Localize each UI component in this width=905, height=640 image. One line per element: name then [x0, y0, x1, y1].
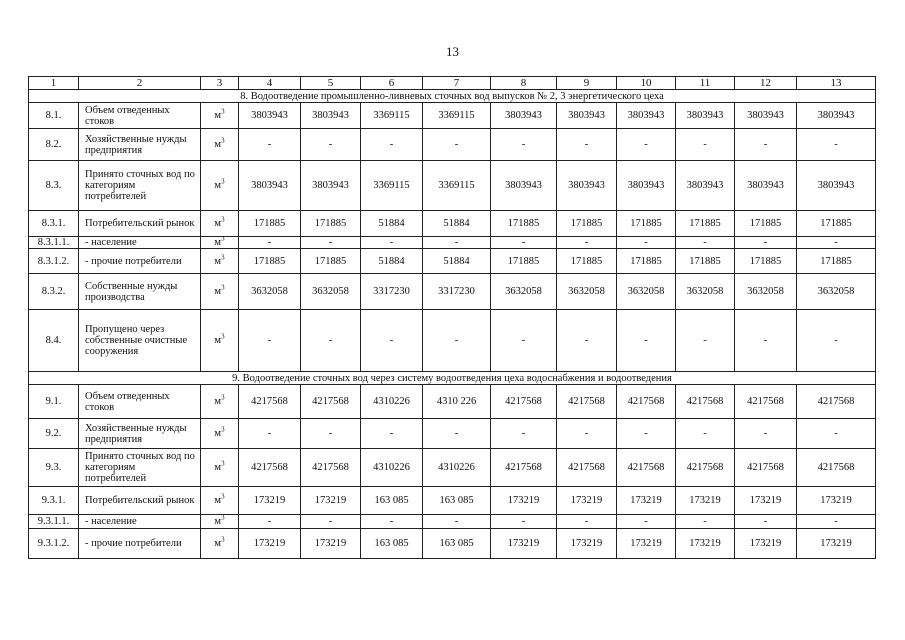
row-name: - население: [79, 237, 201, 249]
value-cell: -: [301, 515, 361, 529]
value-cell: 171885: [491, 249, 557, 274]
value-cell: -: [797, 237, 876, 249]
value-cell: 51884: [361, 211, 423, 237]
value-cell: 171885: [557, 211, 617, 237]
column-header: 9: [557, 77, 617, 90]
value-cell: -: [735, 310, 797, 372]
column-header: 1: [29, 77, 79, 90]
table-row: [29, 487, 876, 515]
value-cell: 4217568: [797, 449, 876, 487]
value-cell: -: [557, 310, 617, 372]
value-cell: -: [239, 237, 301, 249]
column-header: 5: [301, 77, 361, 90]
unit-exponent: 3: [221, 425, 225, 434]
value-cell: -: [676, 515, 735, 529]
unit-base: м: [214, 139, 222, 150]
value-cell: -: [676, 419, 735, 449]
value-cell: 173219: [491, 487, 557, 515]
value-cell: -: [301, 129, 361, 161]
row-unit: [201, 487, 239, 515]
value-cell: -: [301, 419, 361, 449]
value-cell: 3632058: [301, 274, 361, 310]
value-cell: 173219: [491, 529, 557, 559]
section-title: 8. Водоотведение промышленно-ливневых сточных вод выпусков № 2, 3 энергетического цеха: [29, 90, 876, 103]
value-cell: -: [239, 310, 301, 372]
value-cell: -: [557, 515, 617, 529]
value-cell: 173219: [301, 487, 361, 515]
row-name: Объем отведенных стоков: [79, 103, 201, 129]
value-cell: -: [557, 129, 617, 161]
row-name: - население: [79, 515, 201, 529]
value-cell: -: [361, 515, 423, 529]
value-cell: -: [423, 237, 491, 249]
section-header-row: [29, 90, 876, 103]
value-cell: -: [735, 237, 797, 249]
value-cell: 171885: [676, 249, 735, 274]
value-cell: 3632058: [557, 274, 617, 310]
value-cell: -: [491, 419, 557, 449]
value-cell: -: [361, 419, 423, 449]
row-code: 9.3.1.1.: [29, 515, 79, 529]
row-code: 9.3.: [29, 449, 79, 487]
row-code: 8.3.1.1.: [29, 237, 79, 249]
section-title: 9. Водоотведение сточных вод через систему водоотведения цеха водоснабжения и водоотведения: [29, 372, 876, 385]
row-code: 8.3.2.: [29, 274, 79, 310]
row-name: Принято сточных вод по категориям потребителей: [79, 161, 201, 211]
unit-exponent: 3: [221, 136, 225, 145]
unit-base: м: [214, 462, 222, 473]
unit-exponent: 3: [221, 107, 225, 116]
table-row: [29, 129, 876, 161]
value-cell: 3803943: [557, 161, 617, 211]
table-row: [29, 515, 876, 529]
value-cell: 173219: [239, 529, 301, 559]
row-code: 8.1.: [29, 103, 79, 129]
column-header: 2: [79, 77, 201, 90]
value-cell: 51884: [361, 249, 423, 274]
value-cell: -: [361, 237, 423, 249]
section-header-row: [29, 372, 876, 385]
value-cell: 4217568: [735, 449, 797, 487]
value-cell: 171885: [239, 249, 301, 274]
value-cell: 173219: [735, 487, 797, 515]
value-cell: 4217568: [735, 385, 797, 419]
value-cell: -: [361, 310, 423, 372]
column-header: 3: [201, 77, 239, 90]
table-row: [29, 237, 876, 249]
column-header: 6: [361, 77, 423, 90]
value-cell: 3803943: [239, 161, 301, 211]
value-cell: -: [423, 310, 491, 372]
value-cell: 3803943: [735, 161, 797, 211]
value-cell: 3803943: [735, 103, 797, 129]
value-cell: 173219: [797, 487, 876, 515]
unit-exponent: 3: [221, 393, 225, 402]
unit-exponent: 3: [221, 514, 225, 522]
row-unit: [201, 161, 239, 211]
row-code: 8.3.1.: [29, 211, 79, 237]
row-code: 9.3.1.2.: [29, 529, 79, 559]
unit-exponent: 3: [221, 253, 225, 261]
value-cell: 4310 226: [423, 385, 491, 419]
value-cell: 173219: [239, 487, 301, 515]
unit-base: м: [214, 110, 222, 121]
value-cell: 173219: [676, 487, 735, 515]
value-cell: -: [735, 419, 797, 449]
row-code: 8.3.1.2.: [29, 249, 79, 274]
unit-base: м: [214, 538, 222, 549]
unit-exponent: 3: [221, 177, 225, 186]
value-cell: 3803943: [301, 161, 361, 211]
row-code: 8.2.: [29, 129, 79, 161]
value-cell: 171885: [797, 249, 876, 274]
row-code: 9.2.: [29, 419, 79, 449]
table-row: [29, 211, 876, 237]
unit-base: м: [214, 516, 222, 527]
value-cell: -: [676, 310, 735, 372]
value-cell: 171885: [797, 211, 876, 237]
unit-base: м: [214, 495, 222, 506]
value-cell: 173219: [797, 529, 876, 559]
value-cell: -: [617, 129, 676, 161]
unit-base: м: [214, 255, 222, 267]
row-code: 9.1.: [29, 385, 79, 419]
value-cell: -: [617, 310, 676, 372]
row-unit: [201, 129, 239, 161]
column-header: 13: [797, 77, 876, 90]
value-cell: -: [301, 310, 361, 372]
value-cell: 4217568: [491, 385, 557, 419]
value-cell: -: [239, 419, 301, 449]
value-cell: 3803943: [617, 161, 676, 211]
column-header: 10: [617, 77, 676, 90]
value-cell: -: [797, 129, 876, 161]
value-cell: 163 085: [361, 487, 423, 515]
unit-base: м: [214, 180, 222, 191]
row-unit: [201, 274, 239, 310]
row-code: 8.3.: [29, 161, 79, 211]
unit-base: м: [214, 428, 222, 439]
value-cell: 173219: [557, 529, 617, 559]
value-cell: 173219: [301, 529, 361, 559]
value-cell: 173219: [735, 529, 797, 559]
value-cell: -: [617, 237, 676, 249]
row-name: Хозяйственные нужды предприятия: [79, 129, 201, 161]
value-cell: -: [735, 129, 797, 161]
row-name: Хозяйственные нужды предприятия: [79, 419, 201, 449]
page-number: 13: [446, 44, 459, 59]
value-cell: -: [617, 515, 676, 529]
value-cell: 3632058: [491, 274, 557, 310]
row-name: Потребительский рынок: [79, 211, 201, 237]
unit-base: м: [214, 286, 222, 297]
row-code: 9.3.1.: [29, 487, 79, 515]
value-cell: -: [676, 129, 735, 161]
value-cell: 3803943: [617, 103, 676, 129]
value-cell: -: [735, 515, 797, 529]
value-cell: 3632058: [797, 274, 876, 310]
unit-exponent: 3: [221, 215, 225, 224]
value-cell: 171885: [491, 211, 557, 237]
value-cell: 4217568: [617, 449, 676, 487]
value-cell: 3632058: [239, 274, 301, 310]
value-cell: 3803943: [491, 103, 557, 129]
row-unit: [201, 310, 239, 372]
value-cell: 4217568: [491, 449, 557, 487]
unit-base: м: [214, 237, 222, 248]
value-cell: -: [423, 515, 491, 529]
unit-exponent: 3: [221, 535, 225, 544]
row-unit: [201, 515, 239, 529]
row-name: - прочие потребители: [79, 529, 201, 559]
value-cell: 171885: [735, 249, 797, 274]
value-cell: 3632058: [735, 274, 797, 310]
value-cell: 3632058: [676, 274, 735, 310]
value-cell: 4310226: [361, 385, 423, 419]
unit-exponent: 3: [221, 459, 225, 468]
value-cell: 171885: [557, 249, 617, 274]
table-body: [29, 77, 876, 559]
value-cell: 4217568: [301, 449, 361, 487]
value-cell: 3317230: [361, 274, 423, 310]
value-cell: -: [491, 310, 557, 372]
value-cell: 3369115: [361, 103, 423, 129]
row-name: Потребительский рынок: [79, 487, 201, 515]
value-cell: -: [797, 310, 876, 372]
value-cell: 51884: [423, 249, 491, 274]
value-cell: 4217568: [239, 385, 301, 419]
value-cell: 4217568: [676, 449, 735, 487]
value-cell: 3803943: [557, 103, 617, 129]
value-cell: 4217568: [301, 385, 361, 419]
row-name: Объем отведенных стоков: [79, 385, 201, 419]
row-unit: [201, 529, 239, 559]
table-row: [29, 310, 876, 372]
value-cell: -: [797, 419, 876, 449]
table-row: [29, 274, 876, 310]
value-cell: 3803943: [797, 103, 876, 129]
column-header: 4: [239, 77, 301, 90]
value-cell: 173219: [617, 529, 676, 559]
column-header: 7: [423, 77, 491, 90]
value-cell: 171885: [617, 249, 676, 274]
value-cell: -: [797, 515, 876, 529]
unit-exponent: 3: [221, 283, 225, 292]
value-cell: -: [557, 237, 617, 249]
row-name: Пропущено через собственные очистные сооружения: [79, 310, 201, 372]
row-unit: [201, 249, 239, 274]
row-unit: [201, 237, 239, 249]
value-cell: 171885: [301, 249, 361, 274]
column-header: 11: [676, 77, 735, 90]
row-unit: [201, 419, 239, 449]
table-row: [29, 161, 876, 211]
value-cell: 3803943: [301, 103, 361, 129]
value-cell: 3803943: [676, 103, 735, 129]
value-cell: 173219: [557, 487, 617, 515]
column-header: 12: [735, 77, 797, 90]
value-cell: -: [676, 237, 735, 249]
row-unit: [201, 449, 239, 487]
value-cell: 173219: [676, 529, 735, 559]
value-cell: 4217568: [239, 449, 301, 487]
value-cell: 4217568: [557, 385, 617, 419]
value-cell: 3803943: [797, 161, 876, 211]
value-cell: 51884: [423, 211, 491, 237]
value-cell: 171885: [239, 211, 301, 237]
table-row: [29, 449, 876, 487]
value-cell: 3369115: [361, 161, 423, 211]
value-cell: 171885: [676, 211, 735, 237]
data-table: [28, 76, 876, 559]
value-cell: 3803943: [239, 103, 301, 129]
value-cell: 4310226: [423, 449, 491, 487]
unit-exponent: 3: [221, 492, 225, 501]
row-unit: [201, 103, 239, 129]
value-cell: -: [557, 419, 617, 449]
value-cell: -: [239, 129, 301, 161]
value-cell: 3803943: [676, 161, 735, 211]
unit-exponent: 3: [221, 236, 225, 243]
value-cell: 163 085: [423, 487, 491, 515]
value-cell: 171885: [617, 211, 676, 237]
table-row: [29, 249, 876, 274]
value-cell: 4310226: [361, 449, 423, 487]
value-cell: 3369115: [423, 103, 491, 129]
table-row: [29, 103, 876, 129]
row-unit: [201, 211, 239, 237]
value-cell: 3632058: [617, 274, 676, 310]
value-cell: -: [361, 129, 423, 161]
row-code: 8.4.: [29, 310, 79, 372]
value-cell: 171885: [735, 211, 797, 237]
value-cell: 173219: [617, 487, 676, 515]
table-row: [29, 419, 876, 449]
value-cell: -: [617, 419, 676, 449]
header-row: [29, 77, 876, 90]
row-name: - прочие потребители: [79, 249, 201, 274]
row-unit: [201, 385, 239, 419]
value-cell: 3803943: [491, 161, 557, 211]
value-cell: -: [491, 129, 557, 161]
table-row: [29, 529, 876, 559]
unit-base: м: [214, 396, 222, 407]
value-cell: 3369115: [423, 161, 491, 211]
value-cell: -: [423, 419, 491, 449]
value-cell: 3317230: [423, 274, 491, 310]
row-name: Собственные нужды производства: [79, 274, 201, 310]
table-row: [29, 385, 876, 419]
unit-exponent: 3: [221, 332, 225, 341]
value-cell: -: [491, 237, 557, 249]
value-cell: 4217568: [797, 385, 876, 419]
value-cell: 171885: [301, 211, 361, 237]
unit-base: м: [214, 218, 222, 229]
unit-base: м: [214, 335, 222, 346]
value-cell: 4217568: [617, 385, 676, 419]
row-name: Принято сточных вод по категориям потребителей: [79, 449, 201, 487]
column-header: 8: [491, 77, 557, 90]
value-cell: 163 085: [423, 529, 491, 559]
value-cell: -: [301, 237, 361, 249]
value-cell: -: [423, 129, 491, 161]
value-cell: -: [239, 515, 301, 529]
value-cell: 4217568: [676, 385, 735, 419]
value-cell: -: [491, 515, 557, 529]
value-cell: 4217568: [557, 449, 617, 487]
value-cell: 163 085: [361, 529, 423, 559]
